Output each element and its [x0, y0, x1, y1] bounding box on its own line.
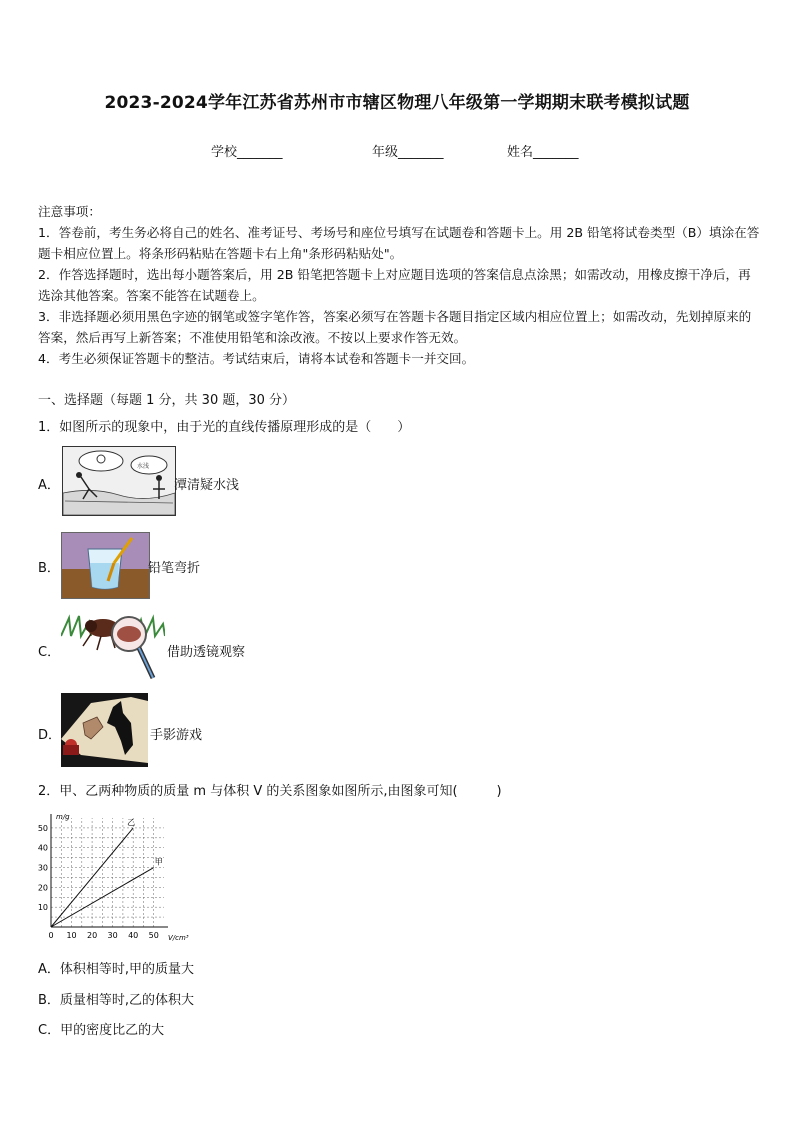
notice-section	[38, 201, 762, 369]
name-label: 姓名	[507, 145, 534, 160]
chart-y-axis-label: m/g	[56, 813, 70, 821]
school-blank: _______	[237, 145, 283, 160]
q1-option-d-image	[61, 693, 148, 767]
x-tick-label: 0	[48, 931, 54, 940]
y-tick-label: 50	[37, 823, 48, 833]
series-label-2: 甲	[154, 857, 163, 867]
grade-label: 年级	[372, 145, 399, 160]
x-tick-label: 20	[86, 931, 98, 940]
q1-option-b-label: B．	[38, 561, 60, 576]
chart-series	[51, 818, 163, 927]
series-label-1: 乙	[127, 817, 136, 827]
name-blank: _______	[533, 145, 579, 160]
q1-option-b-text: 铅笔弯折	[148, 561, 201, 576]
q1-option-d-label: D．	[38, 728, 62, 743]
q1-option-c-label: C．	[38, 645, 61, 660]
x-tick-label: 40	[128, 931, 139, 940]
q2-option-b-label: B．	[38, 993, 60, 1008]
chart-x-axis-label: V/cm³	[168, 934, 189, 942]
q2-option-a	[38, 958, 194, 977]
grade-blank: _______	[398, 145, 444, 160]
question-1-stem: 1．如图所示的现象中，由于光的直线传播原理形成的是（ ）	[38, 420, 411, 435]
q1-option-d-text: 手影游戏	[150, 728, 203, 743]
school-field	[211, 141, 283, 160]
y-tick-label: 10	[37, 903, 48, 913]
q1-option-a-image	[62, 446, 176, 516]
q1-option-c-image	[61, 608, 165, 686]
q1-option-a-text: 潭清疑水浅	[174, 478, 240, 493]
mass-volume-chart	[32, 810, 202, 950]
notice-item-3: 3．非选择题必须用黑色字迹的钢笔或签字笔作答，答案必须写在答题卡各题目指定区域内相应位置上；如需改动，先划掉原来的答案，然后再写上新答案；不准使用铅笔和涂改液。不按以上要求作答无效。	[38, 309, 752, 345]
grade-field	[372, 141, 444, 160]
q2-option-c-text: 甲的密度比乙的大	[60, 1023, 165, 1038]
x-tick-label: 50	[148, 931, 159, 940]
q2-option-b-text: 质量相等时,乙的体积大	[59, 993, 195, 1008]
q2-option-c	[38, 1019, 164, 1038]
q2-option-c-label: C．	[38, 1023, 61, 1038]
notice-item-4: 4．考生必须保证答题卡的整洁。考试结束后，请将本试卷和答题卡一并交回。	[38, 351, 475, 366]
school-label: 学校	[211, 145, 238, 160]
q1-option-c-text: 借助透镜观察	[167, 645, 246, 660]
q1-option-b-image	[61, 532, 150, 599]
x-tick-label: 10	[66, 931, 77, 940]
y-tick-label: 20	[37, 883, 48, 893]
question-2-stem: 2．甲、乙两种物质的质量 m 与体积 V 的关系图象如图所示,由图象可知( )	[38, 784, 502, 799]
chart-grid	[51, 818, 164, 927]
q2-option-a-label: A．	[38, 962, 60, 977]
notice-item-2: 2．作答选择题时，选出每小题答案后，用 2B 铅笔把答题卡上对应题目选项的答案信息点涂黑；如需改动，用橡皮擦干净后，再选涂其他答案。答案不能答在试题卷上。	[38, 267, 751, 303]
name-field	[507, 141, 579, 160]
section-heading: 一、选择题（每题 1 分，共 30 题，30 分）	[38, 393, 296, 408]
y-tick-label: 30	[37, 863, 48, 873]
y-tick-label: 40	[37, 843, 48, 853]
x-tick-label: 30	[107, 931, 118, 940]
notice-heading: 注意事项：	[38, 204, 101, 219]
thought-bubble-text: 水浅	[137, 463, 150, 470]
notice-item-1: 1．答卷前，考生务必将自己的姓名、准考证号、考场号和座位号填写在试题卷和答题卡上。用 2B 铅笔将试卷类型（B）填涂在答题卡相应位置上。将条形码粘贴在答题卡右上角"条形码粘贴处"。	[38, 225, 760, 261]
q2-option-b	[38, 989, 194, 1008]
chart-axes	[51, 814, 168, 927]
chart-ticks	[38, 824, 159, 940]
q2-option-a-text: 体积相等时,甲的质量大	[59, 962, 195, 977]
page-title: 2023-2024学年江苏省苏州市市辖区物理八年级第一学期期末联考模拟试题	[104, 93, 690, 113]
q1-option-a-label: A．	[38, 478, 60, 493]
